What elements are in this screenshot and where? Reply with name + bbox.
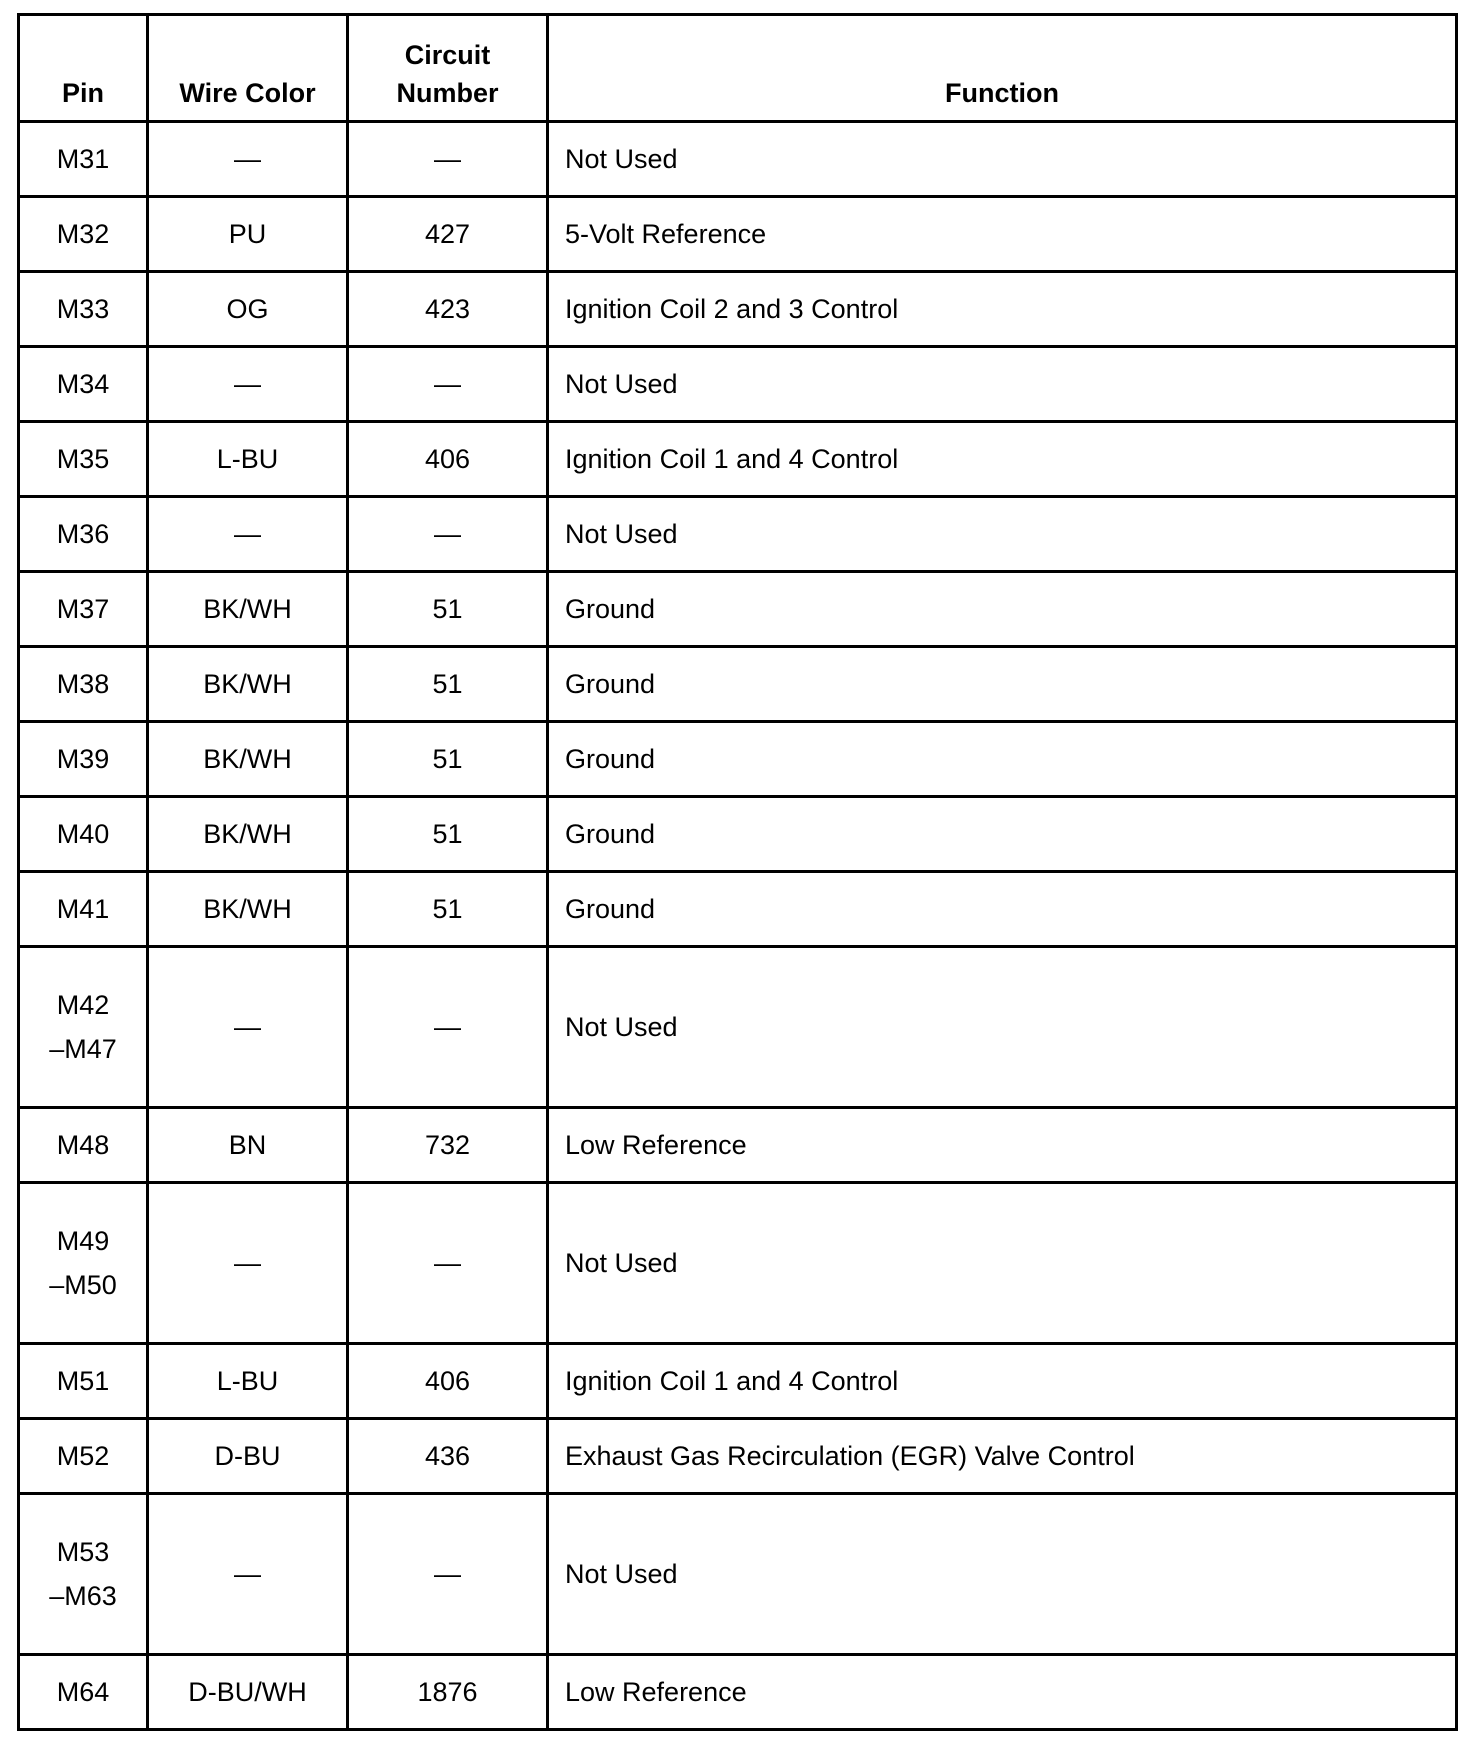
pin-label: M41	[56, 894, 110, 924]
function-cell: Ignition Coil 2 and 3 Control	[548, 272, 1457, 347]
circuit-number-cell: 406	[348, 1344, 548, 1419]
pin-label: M34	[56, 369, 110, 399]
circuit-number-cell: 51	[348, 872, 548, 947]
header-wire-color: Wire Color	[148, 15, 348, 122]
table-row	[19, 797, 1457, 872]
pin-cell	[19, 797, 148, 872]
pin-label: M36	[56, 519, 110, 549]
function-cell: Low Reference	[548, 1655, 1457, 1730]
pin-cell	[19, 1183, 148, 1344]
function-cell: Ground	[548, 647, 1457, 722]
header-circuit-number	[348, 15, 548, 122]
pin-cell	[19, 347, 148, 422]
wire-color-cell: BK/WH	[148, 797, 348, 872]
circuit-number-cell: —	[348, 497, 548, 572]
pin-label: M52	[56, 1441, 110, 1471]
table-row	[19, 1419, 1457, 1494]
wire-color-cell: —	[148, 497, 348, 572]
wire-color-cell: PU	[148, 197, 348, 272]
function-cell: Not Used	[548, 1183, 1457, 1344]
function-cell: Ignition Coil 1 and 4 Control	[548, 422, 1457, 497]
function-cell: Ground	[548, 572, 1457, 647]
circuit-number-cell: —	[348, 122, 548, 197]
circuit-number-cell: 406	[348, 422, 548, 497]
wire-color-cell: BK/WH	[148, 572, 348, 647]
circuit-number-cell: 51	[348, 647, 548, 722]
header-circuit-number-line1: Circuit	[404, 40, 491, 70]
header-pin: Pin	[19, 15, 148, 122]
circuit-number-cell: —	[348, 1183, 548, 1344]
wire-color-cell: BK/WH	[148, 722, 348, 797]
function-cell: Not Used	[548, 347, 1457, 422]
circuit-number-cell: —	[348, 1494, 548, 1655]
pin-cell	[19, 1419, 148, 1494]
pin-cell	[19, 1108, 148, 1183]
function-cell: Not Used	[548, 497, 1457, 572]
table-row	[19, 872, 1457, 947]
wire-color-cell: L-BU	[148, 1344, 348, 1419]
circuit-number-cell: 732	[348, 1108, 548, 1183]
table-row	[19, 497, 1457, 572]
wire-color-cell: —	[148, 1494, 348, 1655]
pin-label: M32	[56, 219, 110, 249]
table-row	[19, 1344, 1457, 1419]
table-row	[19, 572, 1457, 647]
table-row	[19, 947, 1457, 1108]
table-body	[19, 122, 1457, 1730]
pin-label: M33	[56, 294, 110, 324]
function-cell: Low Reference	[548, 1108, 1457, 1183]
table-row	[19, 1494, 1457, 1655]
pin-cell	[19, 872, 148, 947]
circuit-number-cell: 436	[348, 1419, 548, 1494]
pin-label: M51	[56, 1366, 110, 1396]
function-cell: Ground	[548, 872, 1457, 947]
header-row	[19, 15, 1457, 122]
table-row	[19, 197, 1457, 272]
function-cell: Ground	[548, 797, 1457, 872]
pin-label: M48	[56, 1130, 110, 1160]
header-function: Function	[548, 15, 1457, 122]
pin-cell	[19, 1494, 148, 1655]
pin-cell	[19, 1655, 148, 1730]
circuit-number-cell: 427	[348, 197, 548, 272]
pin-label: M53	[56, 1537, 110, 1567]
pin-cell	[19, 422, 148, 497]
function-cell: Not Used	[548, 947, 1457, 1108]
pin-label: M49	[56, 1226, 110, 1256]
function-cell: Ignition Coil 1 and 4 Control	[548, 1344, 1457, 1419]
table-row	[19, 272, 1457, 347]
pin-range-end: –M63	[49, 1581, 117, 1611]
circuit-number-cell: 423	[348, 272, 548, 347]
pin-label: M39	[56, 744, 110, 774]
table-row	[19, 347, 1457, 422]
wire-color-cell: D-BU/WH	[148, 1655, 348, 1730]
pin-range-end: –M47	[49, 1034, 117, 1064]
pin-range-end: –M50	[49, 1270, 117, 1300]
header-circuit-number-line2: Number	[396, 78, 499, 108]
wire-color-cell: BN	[148, 1108, 348, 1183]
table-row	[19, 1108, 1457, 1183]
wire-color-cell: —	[148, 347, 348, 422]
table-row	[19, 647, 1457, 722]
circuit-number-cell: —	[348, 347, 548, 422]
wire-color-cell: OG	[148, 272, 348, 347]
function-cell: Exhaust Gas Recirculation (EGR) Valve Control	[548, 1419, 1457, 1494]
table-row	[19, 1183, 1457, 1344]
wire-color-cell: —	[148, 947, 348, 1108]
pin-cell	[19, 122, 148, 197]
table-row	[19, 1655, 1457, 1730]
wire-color-cell: BK/WH	[148, 872, 348, 947]
function-cell: Not Used	[548, 122, 1457, 197]
pin-label: M42	[56, 990, 110, 1020]
circuit-number-cell: 51	[348, 797, 548, 872]
table-row	[19, 422, 1457, 497]
pin-label: M64	[56, 1677, 110, 1707]
pin-cell	[19, 572, 148, 647]
pin-label: M38	[56, 669, 110, 699]
wire-color-cell: D-BU	[148, 1419, 348, 1494]
pin-label: M31	[56, 144, 110, 174]
pin-cell	[19, 722, 148, 797]
wire-color-cell: BK/WH	[148, 647, 348, 722]
function-cell: Not Used	[548, 1494, 1457, 1655]
circuit-number-cell: 51	[348, 722, 548, 797]
function-cell: 5-Volt Reference	[548, 197, 1457, 272]
pin-cell	[19, 947, 148, 1108]
connector-pinout-table	[17, 13, 1458, 1731]
table-row	[19, 722, 1457, 797]
circuit-number-cell: 1876	[348, 1655, 548, 1730]
pin-cell	[19, 497, 148, 572]
wire-color-cell: —	[148, 1183, 348, 1344]
pin-cell	[19, 272, 148, 347]
table-row	[19, 122, 1457, 197]
pin-label: M40	[56, 819, 110, 849]
circuit-number-cell: 51	[348, 572, 548, 647]
pin-label: M37	[56, 594, 110, 624]
function-cell: Ground	[548, 722, 1457, 797]
wire-color-cell: —	[148, 122, 348, 197]
wire-color-cell: L-BU	[148, 422, 348, 497]
pin-cell	[19, 1344, 148, 1419]
circuit-number-cell: —	[348, 947, 548, 1108]
pin-cell	[19, 647, 148, 722]
pin-cell	[19, 197, 148, 272]
pin-label: M35	[56, 444, 110, 474]
